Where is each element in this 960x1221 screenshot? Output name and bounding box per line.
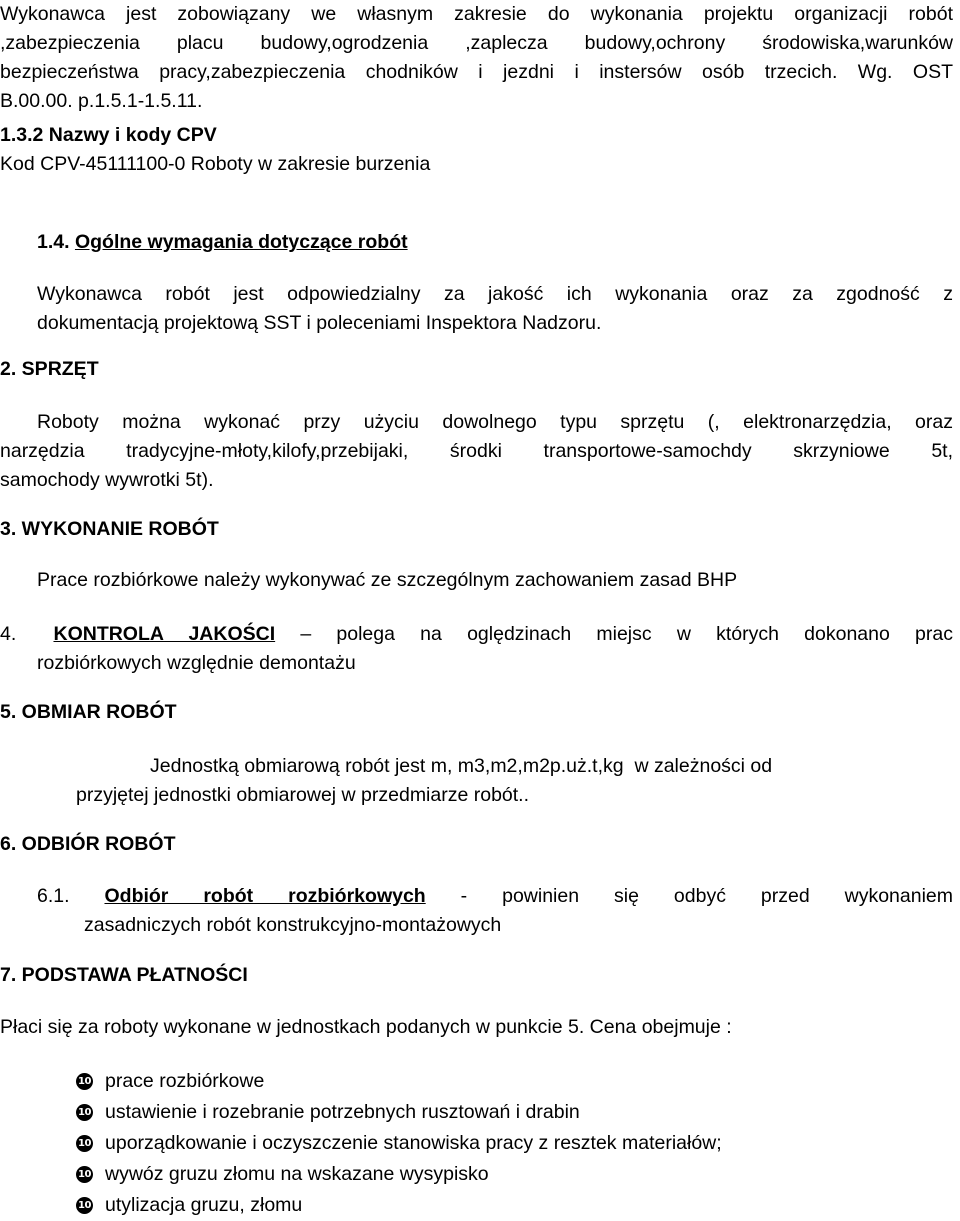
section-7-heading: 7. PODSTAWA PŁATNOŚCI	[0, 964, 248, 986]
section-6-1-title: Odbiór robót rozbiórkowych	[104, 885, 426, 907]
circled-number-ten-icon: 10	[76, 1135, 93, 1152]
circled-number-ten-icon: 10	[76, 1073, 93, 1090]
section-4-number: 4.	[0, 623, 17, 645]
list-item-text: wywóz gruzu złomu na wskazane wysypisko	[105, 1163, 489, 1185]
section-3-heading: 3. WYKONANIE ROBÓT	[0, 518, 219, 540]
section-5-line-1: Jednostką obmiarową robót jest m, m3,m2,m2p.uż.t,kg w zależności od	[150, 755, 773, 777]
section-7-intro: Płaci się za roboty wykonane w jednostkach podanych w punkcie 5. Cena obejmuje :	[0, 1016, 732, 1038]
list-item	[76, 1128, 722, 1159]
circled-number-ten-icon: 10	[76, 1197, 93, 1214]
section-2-line-1: Roboty można wykonać przy użyciu dowolnego typu sprzętu (, elektronarzędzia, oraz	[37, 411, 953, 433]
list-item	[76, 1190, 722, 1221]
payment-items-list	[76, 1066, 722, 1221]
section-1-4-line-1: Wykonawca robót jest odpowiedzialny za jakość ich wykonania oraz za zgodność z	[37, 283, 953, 305]
section-5-heading: 5. OBMIAR ROBÓT	[0, 701, 177, 723]
section-1-4-heading	[37, 228, 408, 257]
intro-line-4: B.00.00. p.1.5.1-1.5.11.	[0, 90, 203, 112]
intro-line-3: bezpieczeństwa pracy,zabezpieczenia chodników i jezdni i instersów osób trzecich. Wg. OST	[0, 61, 953, 83]
section-6-1-line-1-text: - powinien się odbyć przed wykonaniem	[460, 885, 953, 907]
section-1-3-2-heading: 1.3.2 Nazwy i kody CPV	[0, 124, 217, 146]
list-item	[76, 1066, 722, 1097]
section-3-text: Prace rozbiórkowe należy wykonywać ze szczególnym zachowaniem zasad BHP	[37, 569, 738, 591]
section-4-title: KONTROLA JAKOŚCI	[53, 623, 276, 645]
section-6-1-line-2: zasadniczych robót konstrukcyjno-montażowych	[84, 914, 502, 936]
section-5-line-2: przyjętej jednostki obmiarowej w przedmiarze robót..	[76, 784, 530, 806]
section-4-line-2: rozbiórkowych względnie demontażu	[37, 652, 356, 674]
intro-line-1: Wykonawca jest zobowiązany we własnym zakresie do wykonania projektu organizacji robót	[0, 3, 953, 25]
list-item-text: ustawienie i rozebranie potrzebnych rusztowań i drabin	[105, 1101, 580, 1123]
list-item	[76, 1097, 722, 1128]
list-item-text: utylizacja gruzu, złomu	[105, 1194, 303, 1216]
section-1-4-number: 1.4.	[37, 231, 70, 253]
intro-line-2: ,zabezpieczenia placu budowy,ogrodzenia ,zaplecza budowy,ochrony środowiska,warunków	[0, 32, 953, 54]
circled-number-ten-icon: 10	[76, 1104, 93, 1121]
circled-number-ten-icon: 10	[76, 1166, 93, 1183]
section-2-line-3: samochody wywrotki 5t).	[0, 469, 214, 491]
section-6-1-line-1	[37, 882, 953, 911]
list-item-text: uporządkowanie i oczyszczenie stanowiska pracy z resztek materiałów;	[105, 1132, 722, 1154]
section-2-line-2: narzędzia tradycyjne-młoty,kilofy,przebijaki, środki transportowe-samochdy skrzyniowe 5t,	[0, 440, 953, 462]
section-4-line-1-text: – polega na oględzinach miejsc w których dokonano prac	[300, 623, 953, 645]
cpv-code-line: Kod CPV-45111100-0 Roboty w zakresie burzenia	[0, 153, 431, 175]
list-item	[76, 1159, 722, 1190]
section-2-heading: 2. SPRZĘT	[0, 358, 99, 380]
section-1-4-line-2: dokumentacją projektową SST i poleceniami Inspektora Nadzoru.	[37, 312, 602, 334]
section-4-line-1	[0, 620, 953, 649]
list-item-text: prace rozbiórkowe	[105, 1070, 265, 1092]
section-6-heading: 6. ODBIÓR ROBÓT	[0, 833, 176, 855]
section-6-1-number: 6.1.	[37, 885, 70, 907]
section-1-4-title: Ogólne wymagania dotyczące robót	[74, 231, 408, 253]
